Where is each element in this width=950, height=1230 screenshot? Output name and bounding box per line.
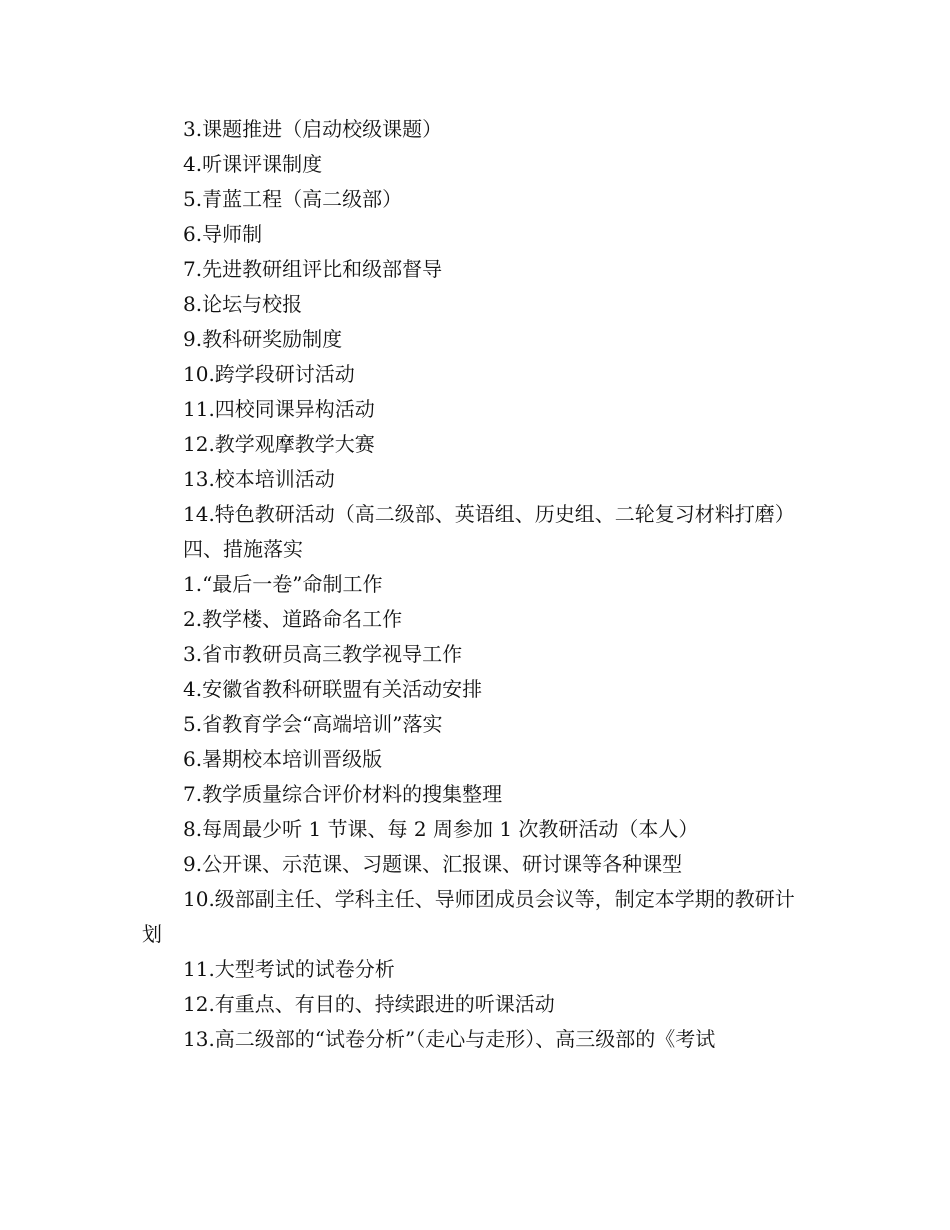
list-item: 13.高二级部的“试卷分析”（走心与走形）、高三级部的《考试 (183, 1027, 716, 1051)
list-item: 10.级部副主任、学科主任、导师团成员会议等，制定本学期的教研计划 (142, 887, 795, 946)
list-item: 11.四校同课异构活动 (183, 397, 375, 421)
list-item: 5.省教育学会“高端培训”落实 (183, 712, 443, 736)
section-heading: 四、措施落实 (183, 537, 303, 561)
list-item: 8.论坛与校报 (183, 292, 303, 316)
document-body (142, 112, 814, 1057)
list-item: 3.课题推进（启动校级课题） (183, 117, 443, 141)
list-item: 6.导师制 (183, 222, 263, 246)
list-item: 9.公开课、示范课、习题课、汇报课、研讨课等各种课型 (183, 852, 683, 876)
list-item: 8.每周最少听 1 节课、每 2 周参加 1 次教研活动（本人） (183, 817, 699, 841)
list-item: 14.特色教研活动（高二级部、英语组、历史组、二轮复习材料打磨） (183, 502, 795, 526)
list-item: 10.跨学段研讨活动 (183, 362, 355, 386)
list-item: 12.教学观摩教学大赛 (183, 432, 375, 456)
list-item: 12.有重点、有目的、持续跟进的听课活动 (183, 992, 555, 1016)
list-item: 9.教科研奖励制度 (183, 327, 343, 351)
list-item: 11.大型考试的试卷分析 (183, 957, 395, 981)
list-item: 7.先进教研组评比和级部督导 (183, 257, 443, 281)
list-item: 7.教学质量综合评价材料的搜集整理 (183, 782, 503, 806)
list-item: 5.青蓝工程（高二级部） (183, 187, 403, 211)
list-item: 4.安徽省教科研联盟有关活动安排 (183, 677, 483, 701)
list-item: 13.校本培训活动 (183, 467, 335, 491)
list-item: 3.省市教研员高三教学视导工作 (183, 642, 463, 666)
list-item: 1.“最后一卷”命制工作 (183, 572, 383, 596)
list-item: 4.听课评课制度 (183, 152, 323, 176)
list-item: 2.教学楼、道路命名工作 (183, 607, 403, 631)
list-item: 6.暑期校本培训晋级版 (183, 747, 383, 771)
